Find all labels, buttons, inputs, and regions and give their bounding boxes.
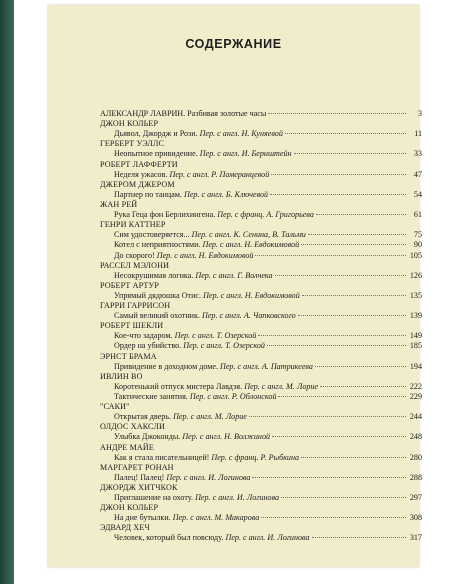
translator: Пер. с англ. И. Логинова bbox=[166, 472, 251, 482]
work-title: Палец! Палец! bbox=[114, 472, 165, 482]
work-title-block bbox=[100, 170, 269, 180]
work-line[interactable] bbox=[100, 311, 422, 321]
work-title-block bbox=[100, 382, 318, 392]
work-title: Упрямый дядюшка Отис. bbox=[114, 290, 202, 300]
translator: Пер. с англ. Н. Евдокимовой bbox=[202, 240, 300, 250]
translator: Пер. с англ. Б. Ключевой bbox=[183, 189, 269, 199]
entry-author: ОЛДОС ХАКСЛИ bbox=[100, 422, 166, 432]
work-title: На дне бутылки. bbox=[114, 513, 171, 523]
page-number: 90 bbox=[413, 240, 422, 250]
translator: Пер. с англ. Н. Евдокимовой bbox=[203, 290, 300, 300]
work-line[interactable] bbox=[100, 493, 422, 503]
translator: Пер. с англ. Н. Куняевой bbox=[199, 129, 283, 139]
translator: Пер. с англ. Н. Евдокимовой bbox=[156, 250, 254, 260]
work-title: Ордер на убийство. bbox=[114, 341, 182, 351]
entry-author: ДЖОРДЖ ХИТЧКОК bbox=[100, 482, 178, 492]
translator: Пер. с англ. М. Лорие bbox=[244, 381, 319, 391]
entry-author: ИВЛИН ВО bbox=[100, 371, 143, 381]
work-line[interactable] bbox=[100, 432, 422, 442]
page-number: 135 bbox=[409, 290, 422, 300]
work-line[interactable] bbox=[100, 382, 422, 392]
dot-leader bbox=[271, 174, 406, 175]
entry-author: РОБЕРТ ШЕКЛИ bbox=[100, 321, 164, 331]
work-title-block bbox=[100, 230, 306, 240]
toc-entry bbox=[100, 200, 422, 220]
toc-entry bbox=[100, 281, 422, 301]
page-number: 33 bbox=[413, 149, 422, 159]
work-line[interactable] bbox=[100, 210, 422, 220]
entry-author: МАРГАРЕТ РОНАН bbox=[100, 462, 174, 472]
toc-entry bbox=[100, 483, 422, 503]
work-title: Сим удостоверяется... bbox=[114, 230, 190, 240]
toc-entry bbox=[100, 180, 422, 200]
work-line[interactable] bbox=[100, 331, 422, 341]
work-title-block bbox=[100, 392, 276, 402]
dot-leader bbox=[316, 214, 406, 215]
work-title-block bbox=[100, 251, 253, 261]
entry-author: РАССЕЛ МЭЛОНИ bbox=[100, 260, 170, 270]
work-title: Человек, который был повсюду. bbox=[114, 533, 224, 543]
page-number: 297 bbox=[409, 492, 422, 502]
toc-entry bbox=[100, 119, 422, 139]
work-title: Тактические занятия. bbox=[114, 392, 188, 401]
translator: Пер. с англ. А. Патрикеева bbox=[220, 361, 313, 371]
page-number: 288 bbox=[409, 472, 422, 482]
work-line[interactable] bbox=[100, 251, 422, 261]
translator: Пер. с англ. М. Лорие bbox=[173, 412, 247, 422]
translator: Пер. с англ. Т. Озерской bbox=[174, 331, 257, 341]
page-number: 194 bbox=[409, 361, 422, 371]
page-number: 61 bbox=[413, 209, 422, 219]
dot-leader bbox=[272, 436, 406, 437]
work-line[interactable] bbox=[100, 291, 422, 301]
dot-leader bbox=[294, 153, 406, 154]
entry-author: РОБЕРТ АРТУР bbox=[100, 280, 160, 290]
page-number: 222 bbox=[409, 381, 422, 391]
page-number: 47 bbox=[413, 169, 422, 179]
entry-author: РОБЕРТ ЛАФФЕРТИ bbox=[100, 159, 178, 169]
toc-entry bbox=[100, 352, 422, 372]
page-number: 3 bbox=[417, 109, 422, 118]
work-title: До скорого! bbox=[114, 250, 155, 260]
dot-leader bbox=[267, 345, 406, 346]
translator: Пер. с англ. И. Логинова bbox=[225, 533, 310, 543]
page-number: 185 bbox=[409, 341, 422, 351]
work-title: Котел с неприятностями. bbox=[114, 240, 201, 250]
dot-leader bbox=[249, 416, 406, 417]
entry-author: ЭДВАРД ХЕЧ bbox=[100, 523, 150, 533]
entry-author: ЭРНСТ БРАМА bbox=[100, 351, 157, 361]
dot-leader bbox=[298, 315, 406, 316]
entry-author: ДЖОН КОЛЬЕР bbox=[100, 503, 159, 513]
work-title-block bbox=[100, 453, 299, 463]
dot-leader bbox=[252, 477, 406, 478]
toc-entry bbox=[100, 443, 422, 463]
work-title: Кое-что задаром. bbox=[114, 331, 173, 341]
page-number: 105 bbox=[409, 250, 422, 260]
translator: Пер. с англ. А. Чапковского bbox=[201, 311, 296, 321]
work-line[interactable] bbox=[100, 392, 422, 402]
work-title-block bbox=[100, 311, 296, 321]
page-number: 54 bbox=[413, 189, 422, 199]
dot-leader bbox=[285, 133, 406, 134]
translator: Пер. с франц. А. Григорьева bbox=[217, 209, 314, 219]
work-title: Дьявол, Джордж и Рози. bbox=[114, 129, 198, 139]
work-line[interactable] bbox=[100, 190, 422, 200]
dot-leader bbox=[301, 244, 406, 245]
page-number: 308 bbox=[409, 513, 422, 523]
dot-leader bbox=[301, 457, 406, 458]
page-title: СОДЕРЖАНИЕ bbox=[185, 37, 282, 51]
work-line[interactable] bbox=[100, 453, 422, 463]
work-title-block bbox=[100, 473, 250, 483]
work-title-block bbox=[100, 291, 300, 301]
toc-entry bbox=[100, 109, 422, 119]
toc-entry bbox=[100, 220, 422, 261]
entry-author: ЖАН РЕЙ bbox=[100, 199, 138, 209]
work-line[interactable] bbox=[100, 362, 422, 372]
page-number: 244 bbox=[409, 412, 422, 422]
translator: Пер. с англ. И. Бернштейн bbox=[199, 149, 292, 159]
translator: Пер. с англ. И. Логинова bbox=[195, 492, 280, 502]
dot-leader bbox=[320, 386, 406, 387]
work-line[interactable] bbox=[100, 230, 422, 240]
page-number: 317 bbox=[409, 533, 422, 543]
toc-entry bbox=[100, 261, 422, 281]
work-line[interactable] bbox=[100, 341, 422, 351]
work-title-block bbox=[100, 362, 313, 372]
translator: Пер. с англ. Т. Озерской bbox=[183, 341, 265, 351]
entry-author: "САКИ" bbox=[100, 402, 130, 412]
work-title: Как я стала писательницей! bbox=[114, 452, 210, 462]
translator: Пер. с англ. Н. Волжиной bbox=[182, 432, 271, 442]
work-title-block bbox=[100, 271, 273, 281]
page-number: 126 bbox=[409, 270, 422, 280]
work-title-block bbox=[100, 129, 283, 139]
work-line[interactable] bbox=[100, 170, 422, 180]
entry-author: ДЖЕРОМ ДЖЕРОМ bbox=[100, 179, 175, 189]
work-title: Приглашение на охоту. bbox=[114, 492, 194, 502]
toc-entry bbox=[100, 503, 422, 523]
work-title-block bbox=[100, 493, 279, 503]
dot-leader bbox=[255, 255, 406, 256]
book-spine bbox=[0, 0, 14, 584]
toc-entry bbox=[100, 301, 422, 321]
toc-entry bbox=[100, 139, 422, 159]
toc-entry bbox=[100, 523, 422, 543]
work-title-block bbox=[100, 533, 310, 543]
page-number: 280 bbox=[409, 452, 422, 462]
translator: Пер. с англ. Р. Померанцевой bbox=[169, 169, 270, 179]
page-number: 11 bbox=[414, 129, 422, 139]
work-line[interactable] bbox=[100, 473, 422, 483]
translator: Пер. с англ. Г. Волчека bbox=[195, 270, 273, 280]
translator: Пер. с англ. М. Макарова bbox=[172, 513, 260, 523]
dot-leader bbox=[270, 194, 406, 195]
translator: Пер. с англ. Р. Облонской bbox=[189, 392, 277, 401]
work-title-block bbox=[100, 190, 268, 200]
page-number: 248 bbox=[409, 432, 422, 442]
dot-leader bbox=[315, 366, 406, 367]
dot-leader bbox=[275, 275, 406, 276]
page-number: 229 bbox=[409, 392, 422, 401]
work-line[interactable] bbox=[100, 412, 422, 422]
entry-author: АНДРЕ МАЙЕ bbox=[100, 442, 155, 452]
dot-leader bbox=[281, 497, 406, 498]
entry-author: АЛЕКСАНДР ЛАВРИН. Разбивая золотые часы bbox=[100, 109, 267, 118]
work-title: Открытая дверь. bbox=[114, 412, 172, 422]
dot-leader bbox=[261, 517, 406, 518]
toc-entry bbox=[100, 463, 422, 483]
work-title-block bbox=[100, 513, 259, 523]
contents-page bbox=[48, 5, 422, 567]
work-title: Неопытное привидение. bbox=[114, 149, 198, 159]
toc-entry bbox=[100, 160, 422, 180]
dot-leader bbox=[308, 234, 406, 235]
work-title: Неделя ужасов. bbox=[114, 169, 168, 179]
entry-author: ДЖОН КОЛЬЕР bbox=[100, 119, 159, 129]
work-title: Самый великий охотник. bbox=[114, 311, 200, 321]
dot-leader bbox=[278, 396, 406, 397]
work-line[interactable] bbox=[100, 533, 422, 543]
work-title-block bbox=[100, 240, 299, 250]
work-line[interactable] bbox=[100, 129, 422, 139]
dot-leader bbox=[258, 335, 406, 336]
entry-author: ГЕРБЕРТ УЭЛЛС bbox=[100, 139, 165, 149]
page-number: 139 bbox=[409, 311, 422, 321]
toc-entry bbox=[100, 321, 422, 351]
work-title: Несокрушимая логика. bbox=[114, 270, 194, 280]
toc-line[interactable] bbox=[100, 109, 422, 119]
dot-leader bbox=[312, 537, 406, 538]
work-title-block bbox=[100, 432, 270, 442]
dot-leader bbox=[302, 295, 406, 296]
work-line[interactable] bbox=[100, 149, 422, 159]
toc-entry bbox=[100, 402, 422, 422]
work-title: Привидение в доходном доме. bbox=[114, 361, 218, 371]
work-title: Рука Геца фон Берлихингена. bbox=[114, 209, 216, 219]
toc-entry bbox=[100, 422, 422, 442]
work-title: Коротенький отпуск мистера Лавдэя. bbox=[114, 381, 243, 391]
page-number: 149 bbox=[409, 331, 422, 341]
work-line[interactable] bbox=[100, 513, 422, 523]
work-line[interactable] bbox=[100, 271, 422, 281]
work-title-block bbox=[100, 331, 256, 341]
work-title-block bbox=[100, 210, 314, 220]
work-title-block bbox=[100, 149, 292, 159]
entry-author: ГАРРИ ГАРРИСОН bbox=[100, 301, 171, 311]
work-line[interactable] bbox=[100, 240, 422, 250]
toc-entry bbox=[100, 372, 422, 402]
entry-author: ГЕНРИ КАТТНЕР bbox=[100, 220, 166, 230]
table-of-contents bbox=[100, 109, 422, 544]
page-number: 75 bbox=[413, 230, 422, 240]
dot-leader bbox=[268, 113, 406, 114]
work-title-block bbox=[100, 341, 265, 351]
work-title: Партнер по танцам. bbox=[114, 189, 182, 199]
work-title-block bbox=[100, 412, 247, 422]
translator: Пер. с франц. Р. Рыбкина bbox=[211, 452, 300, 462]
work-title: Улыбка Джоконды. bbox=[114, 432, 181, 442]
translator: Пер. с англ. К. Сенина, В. Тальми bbox=[191, 230, 306, 240]
